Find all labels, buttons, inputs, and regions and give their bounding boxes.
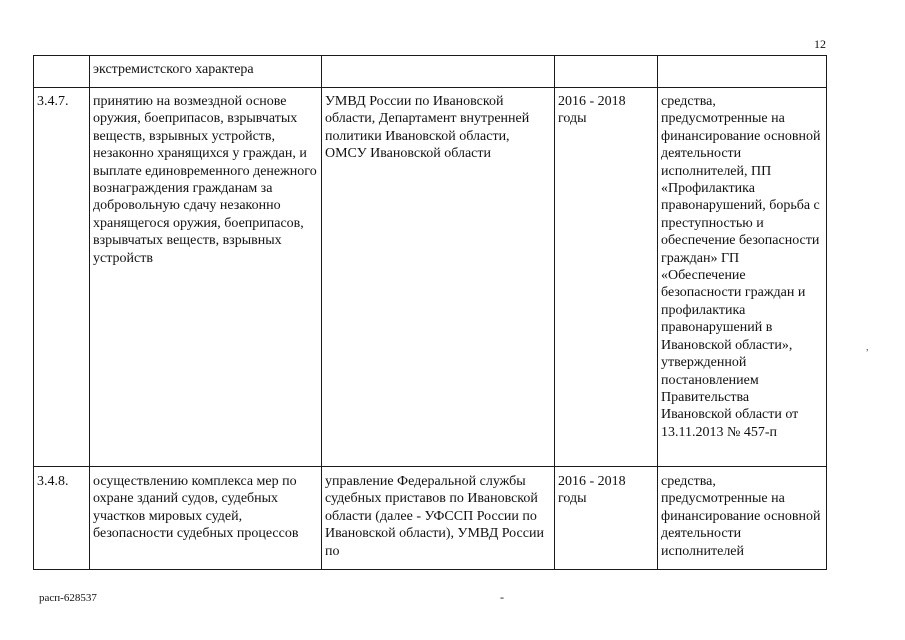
row-number-cell [34, 56, 90, 88]
row-number-cell: 3.4.7. [34, 88, 90, 467]
table-row [34, 88, 827, 467]
table-row [34, 56, 827, 88]
term-cell: 2016 - 2018 годы [555, 467, 658, 570]
funding-cell: средства, предусмотренные на финансирование основной деятельности исполнителей, ПП «Профилактика правонарушений, борьба с преступностью и обеспечение безопасности граждан» ГП «Обеспечение безопасности граждан и профилактика правонарушений в Ивановской области», утвержденной постановлением Правительства Ивановской области от 13.11.2013 № 457-п [658, 88, 827, 467]
executor-cell: УМВД России по Ивановской области, Департамент внутренней политики Ивановской области, ОМСУ Ивановской области [322, 88, 555, 467]
action-cell: принятию на возмездной основе оружия, боеприпасов, взрывчатых веществ, взрывных устройств, незаконно хранящихся у граждан, и выплате единовременного денежного вознаграждения гражданам за добровольную сдачу незаконно хранящегося оружия, боеприпасов, взрывчатых веществ, взрывных устройств [90, 88, 322, 467]
action-cell: осуществлению комплекса мер по охране зданий судов, судебных участков мировых судей, безопасности судебных процессов [90, 467, 322, 570]
term-cell [555, 56, 658, 88]
executor-cell [322, 56, 555, 88]
funding-cell [658, 56, 827, 88]
document-code: расп-628537 [39, 592, 97, 604]
measures-table [33, 55, 827, 570]
footer-mark: - [500, 590, 504, 604]
funding-cell: средства, предусмотренные на финансирование основной деятельности исполнителей [658, 467, 827, 570]
table-row [34, 467, 827, 570]
row-number-cell: 3.4.8. [34, 467, 90, 570]
page-number: 12 [814, 37, 826, 51]
executor-cell: управление Федеральной службы судебных приставов по Ивановской области (далее - УФССП России по Ивановской области), УМВД России по [322, 467, 555, 570]
action-cell: экстремистского характера [90, 56, 322, 88]
term-cell: 2016 - 2018 годы [555, 88, 658, 467]
margin-mark: , [866, 342, 869, 353]
